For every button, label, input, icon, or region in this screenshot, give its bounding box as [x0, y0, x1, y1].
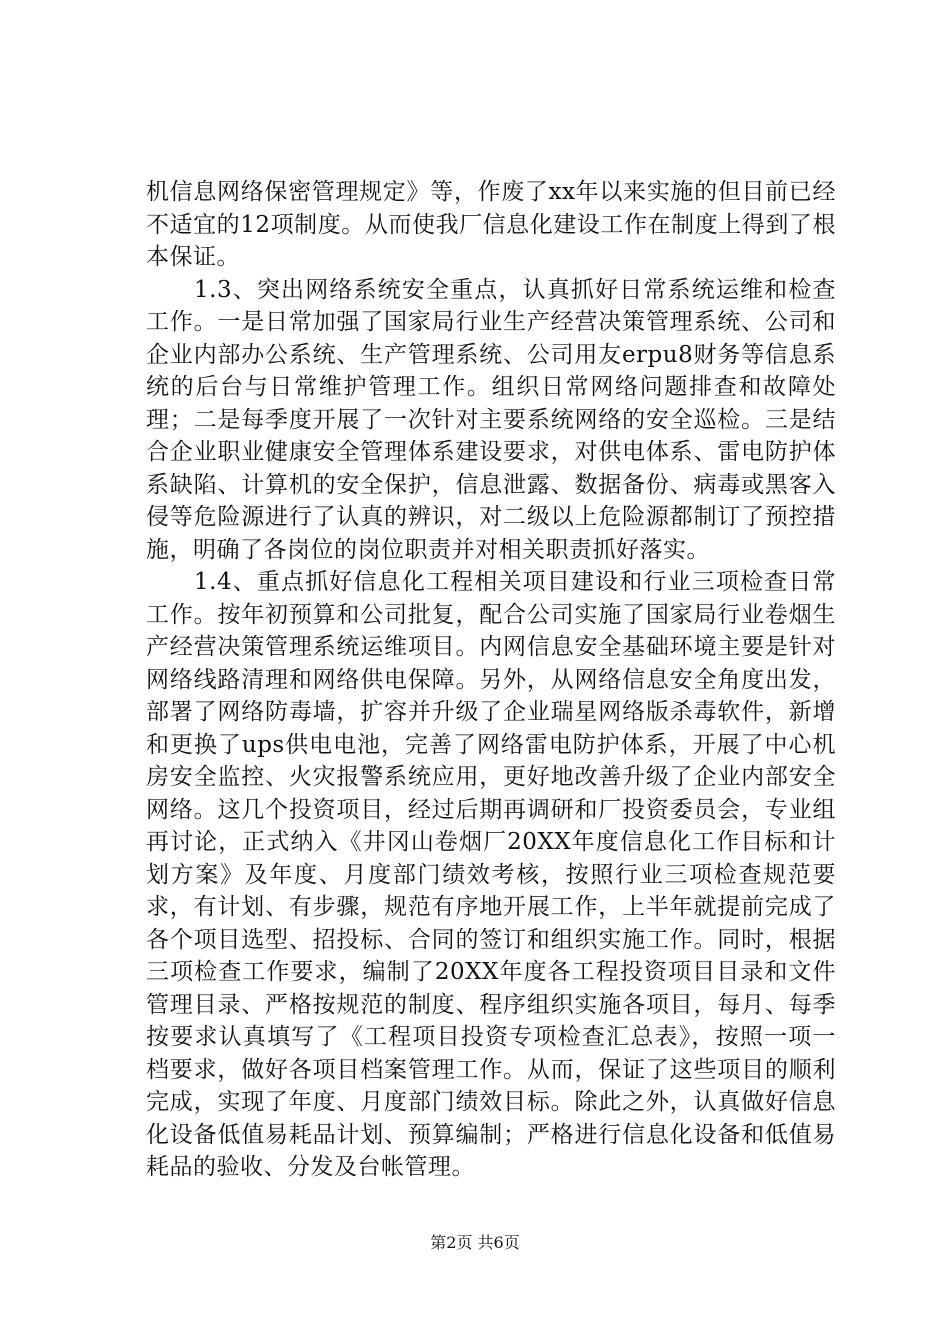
paragraph-section-1-4: 1.4、重点抓好信息化工程相关项目建设和行业三项检查日常工作。按年初预算和公司批复，配合公司实施了国家局行业卷烟生产经营决策管理系统运维项目。内网信息安全基础环境主要是针对网络线路清理和网络供电保障。另外，从网络信息安全角度出发，部署了网络防毒墙，扩容并升级了企业瑞星网络版杀毒软件，新增和更换了ups供电电池，完善了网络雷电防护体系，开展了中心机房安全监控、火灾报警系统应用，更好地改善升级了企业内部安全网络。这几个投资项目，经过后期再调研和厂投资委员会，专业组再讨论，正式纳入《井冈山卷烟厂20XX年度信息化工作目标和计划方案》及年度、月度部门绩效考核，按照行业三项检查规范要求，有计划、有步骤，规范有序地开展工作，上半年就提前完成了各个项目选型、招投标、合同的签订和组织实施工作。同时，根据三项检查工作要求，编制了20XX年度各工程投资项目目录和文件管理目录、严格按规范的制度、程序组织实施各项目，每月、每季按要求认真填写了《工程项目投资专项检查汇总表》，按照一项一档要求，做好各项目档案管理工作。从而，保证了这些项目的顺利完成，实现了年度、月度部门绩效目标。除此之外，认真做好信息化设备低值易耗品计划、预算编制；严格进行信息化设备和低值易耗品的验收、分发及台帐管理。 — [146, 569, 836, 1180]
document-body — [146, 176, 836, 1184]
paragraph-continuation: 机信息网络保密管理规定》等，作废了xx年以来实施的但目前已经不适宜的12项制度。从而使我厂信息化建设工作在制度上得到了根本保证。 — [146, 179, 836, 270]
paragraph-section-1-3: 1.3、突出网络系统安全重点，认真抓好日常系统运维和检查工作。一是日常加强了国家局行业生产经营决策管理系统、公司和企业内部办公系统、生产管理系统、公司用友erpu8财务等信息系统的后台与日常维护管理工作。组织日常网络问题排查和故障处理；二是每季度开展了一次针对主要系统网络的安全巡检。三是结合企业职业健康安全管理体系建设要求，对供电体系、雷电防护体系缺陷、计算机的安全保护，信息泄露、数据备份、病毒或黑客入侵等危险源进行了认真的辨识，对二级以上危险源都制订了预控措施，明确了各岗位的岗位职责并对相关职责抓好落实。 — [146, 276, 836, 563]
page-footer: 第2页 共6页 — [430, 1233, 520, 1252]
